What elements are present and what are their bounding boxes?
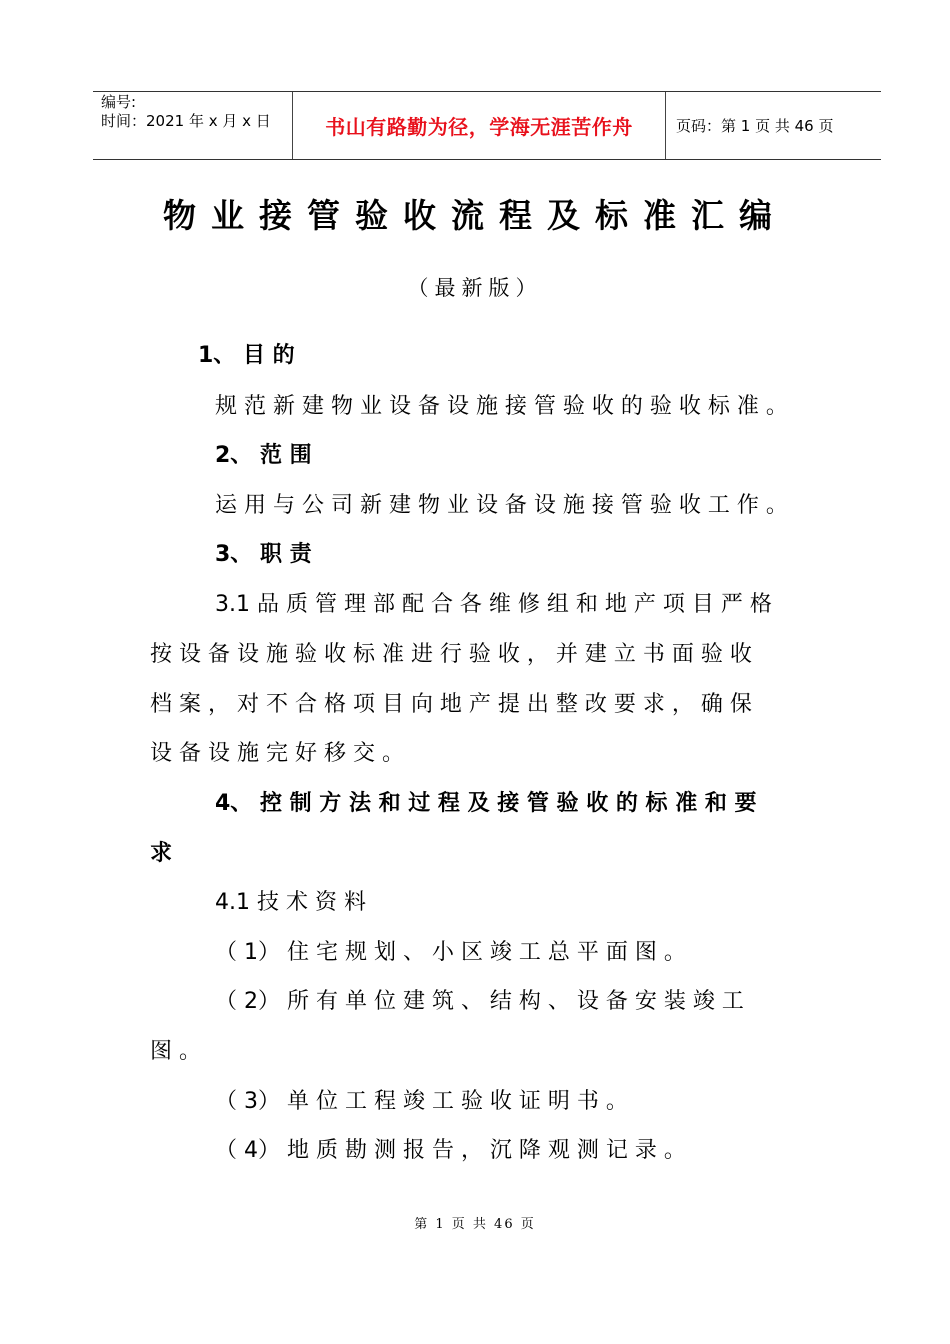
page-info: 页码：第 1 页 共 46 页 [676, 117, 834, 135]
paragraph-line: 运 用 与 公 司 新 建 物 业 设 备 设 施 接 管 验 收 工 作 。 [215, 493, 788, 518]
document-title: 物业接管验收流程及标准汇编 [163, 196, 787, 235]
section-heading-control: 4、 控 制 方 法 和 过 程 及 接 管 验 收 的 标 准 和 要 [215, 791, 757, 816]
list-item: （ 2） 所 有 单 位 建 筑 、 结 构 、 设 备 安 装 竣 工 [215, 989, 744, 1014]
list-item: （ 1） 住 宅 规 划 、 小 区 竣 工 总 平 面 图 。 [215, 940, 686, 965]
header-table [93, 91, 881, 160]
subsection-heading-tech-docs: 4.1 技 术 资 料 [215, 890, 366, 915]
list-item: （ 3） 单 位 工 程 竣 工 验 收 证 明 书 。 [215, 1089, 628, 1114]
section-heading-scope: 2、 范 围 [215, 443, 312, 468]
paragraph-line: 档 案 ， 对 不 合 格 项 目 向 地 产 提 出 整 改 要 求 ， 确 保 [150, 692, 752, 717]
paragraph-line: 规 范 新 建 物 业 设 备 设 施 接 管 验 收 的 验 收 标 准 。 [215, 394, 788, 419]
header-meta-cell [93, 92, 293, 159]
document-number: 编号: [101, 93, 137, 111]
document-date: 时间：2021 年 x 月 x 日 [101, 112, 271, 130]
page-footer: 第 1 页 共 46 页 [414, 1217, 536, 1232]
section-heading-purpose: 1、 目 的 [198, 343, 295, 368]
motto-text: 书山有路勤为径，学海无涯苦作舟 [325, 115, 633, 139]
paragraph-line: 按 设 备 设 施 验 收 标 准 进 行 验 收 ， 并 建 立 书 面 验 收 [150, 642, 752, 667]
section-heading-control-cont: 求 [150, 841, 173, 866]
document-subtitle: （最新版） [407, 276, 543, 300]
section-heading-duties: 3、 职 责 [215, 542, 312, 567]
header-page-cell [666, 92, 881, 159]
header-motto-cell [293, 92, 666, 159]
paragraph-line: 设 备 设 施 完 好 移 交 。 [150, 741, 404, 766]
list-item-cont: 图 。 [150, 1039, 201, 1064]
paragraph-line: 3.1 品 质 管 理 部 配 合 各 维 修 组 和 地 产 项 目 严 格 [215, 592, 772, 617]
list-item: （ 4） 地 质 勘 测 报 告 ， 沉 降 观 测 记 录 。 [215, 1138, 686, 1163]
